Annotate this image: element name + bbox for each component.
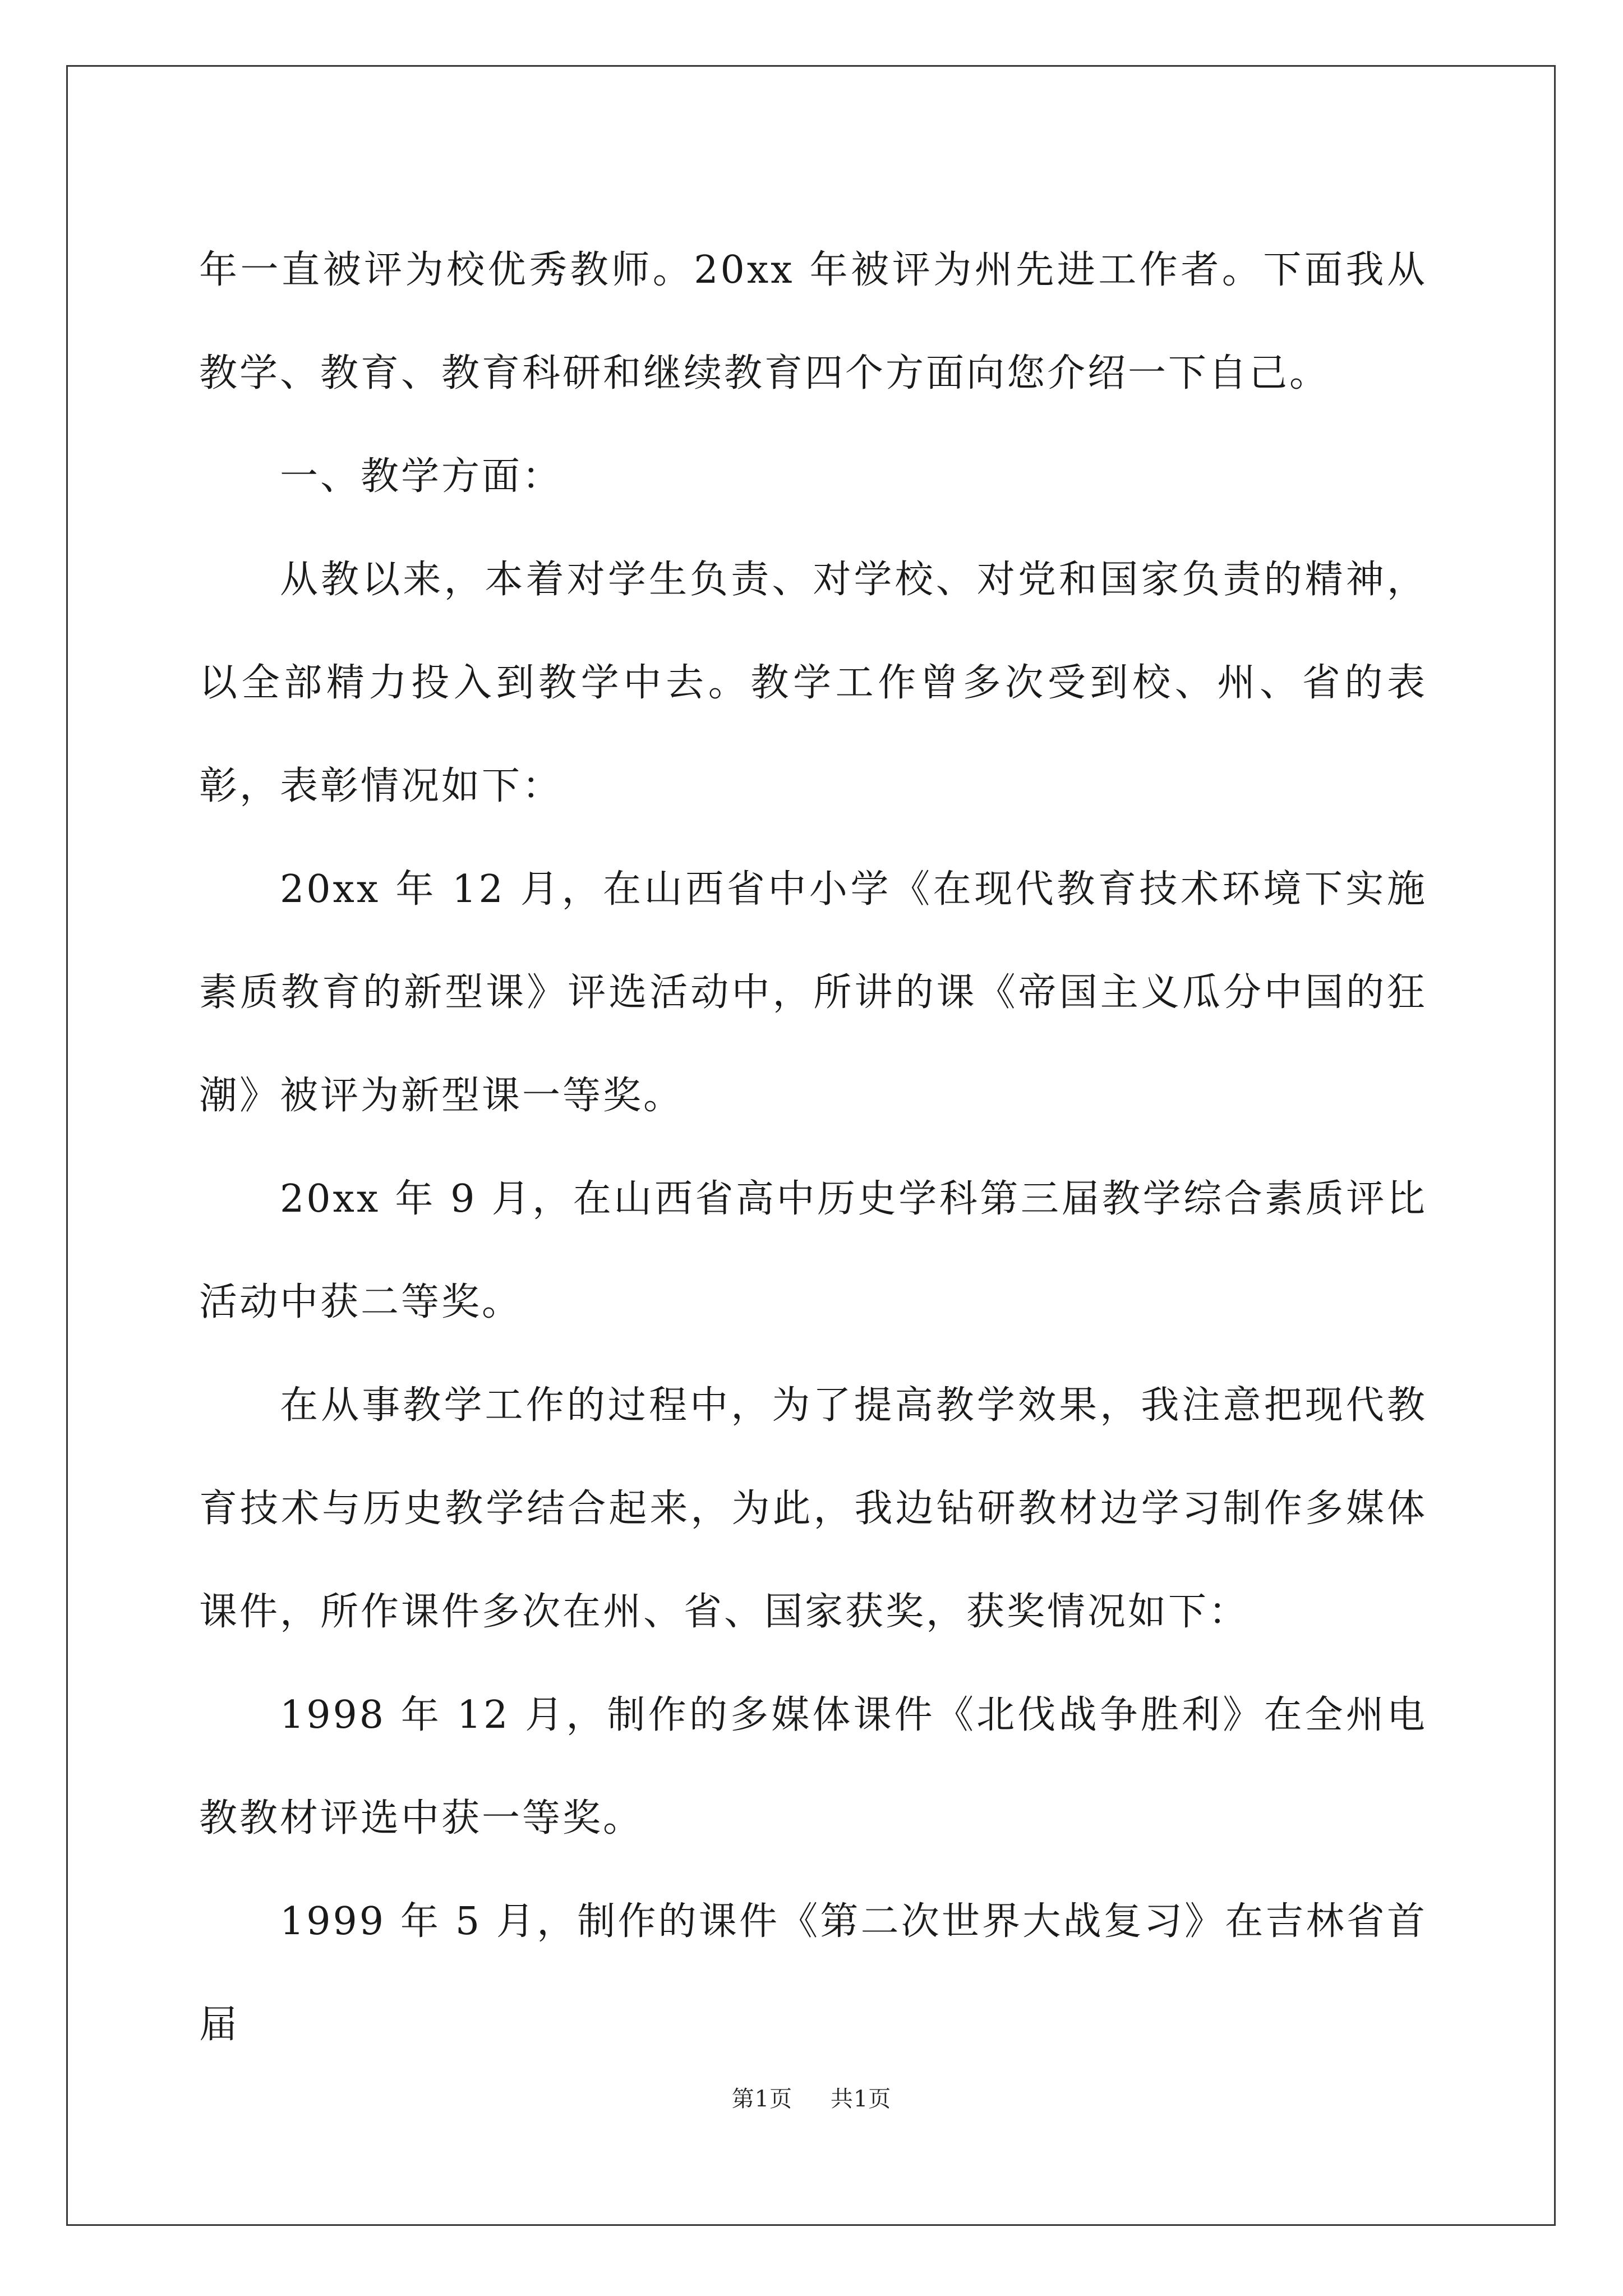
section-heading: 一、教学方面： (280, 454, 563, 499)
page-footer (0, 2082, 1623, 2116)
paragraph: 在从事教学工作的过程中，为了提高教学效果，我注意把现代教育技术与历史教学结合起来，为此，我边钻研教材边学习制作多媒体课件，所作课件多次在州、省、国家获奖，获奖情况如下： (199, 1383, 1427, 1634)
document-body (199, 219, 1427, 2077)
paragraph: 1998 年 12 月，制作的多媒体课件《北伐战争胜利》在全州电教教材评选中获一等奖。 (199, 1693, 1427, 1841)
paragraph: 从教以来，本着对学生负责、对学校、对党和国家负责的精神，以全部精力投入到教学中去。教学工作曾多次受到校、州、省的表彰，表彰情况如下： (199, 558, 1427, 808)
paragraph: 年一直被评为校优秀教师。20xx 年被评为州先进工作者。下面我从教学、教育、教育科研和继续教育四个方面向您介绍一下自己。 (199, 248, 1427, 395)
paragraph: 20xx 年 9 月，在山西省高中历史学科第三届教学综合素质评比活动中获二等奖。 (199, 1177, 1427, 1324)
paragraph: 20xx 年 12 月，在山西省中小学《在现代教育技术环境下实施素质教育的新型课》评选活动中，所讲的课《帝国主义瓜分中国的狂潮》被评为新型课一等奖。 (199, 867, 1427, 1118)
page-total: 共1页 (830, 2086, 892, 2112)
page-number: 第1页 (731, 2086, 793, 2112)
paragraph: 1999 年 5 月，制作的课件《第二次世界大战复习》在吉林省首届 (199, 1899, 1427, 2047)
